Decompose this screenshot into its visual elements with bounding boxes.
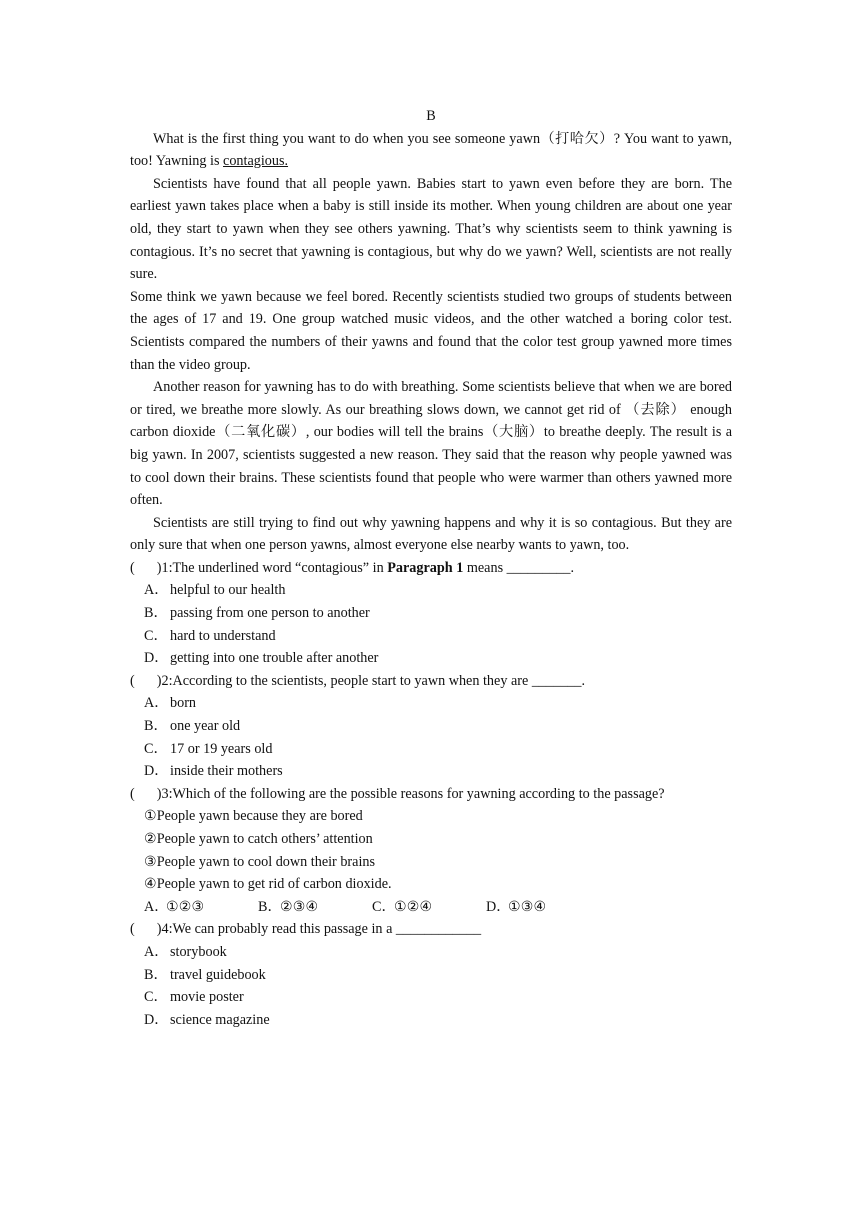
option <box>144 896 258 919</box>
question-4 <box>130 918 732 941</box>
question-1-stem-end: means _________. <box>463 559 575 576</box>
option-text: storybook <box>170 943 227 960</box>
option <box>130 986 732 1009</box>
option-text: science magazine <box>170 1011 270 1028</box>
option <box>130 1009 732 1032</box>
option-text: ①②③ <box>166 898 205 915</box>
option-letter: B． <box>144 718 168 735</box>
option-letter: C． <box>372 898 396 915</box>
question-3 <box>130 783 732 806</box>
paragraph-1-text: What is the first thing you want to do when you see someone yawn（打哈欠）? You want to yawn, too! Yawning is <box>130 130 732 170</box>
option-text: born <box>170 695 197 712</box>
option-text: passing from one person to another <box>170 605 370 622</box>
option-letter: A． <box>144 898 169 915</box>
option-letter: D． <box>144 763 169 780</box>
option <box>130 941 732 964</box>
answer-paren-close: ) <box>156 672 162 689</box>
question-3-stem: 3:Which of the following are the possible reasons for yawning according to the passage? <box>161 785 665 802</box>
statement: ①People yawn because they are bored <box>144 808 363 825</box>
option <box>130 579 732 602</box>
option-letter: D． <box>144 650 169 667</box>
option <box>130 715 732 738</box>
option-text: hard to understand <box>170 627 276 644</box>
answer-paren-open: ( <box>130 672 135 689</box>
option-row <box>130 896 732 919</box>
option-letter: A． <box>144 943 169 960</box>
option-text: one year old <box>170 718 241 735</box>
option-text: ①③④ <box>508 898 547 915</box>
option-text: helpful to our health <box>170 582 286 599</box>
option <box>372 896 486 919</box>
answer-paren-open: ( <box>130 921 135 938</box>
option-letter: B． <box>144 605 168 622</box>
question-1-stem: 1:The underlined word “contagious” in <box>161 559 388 576</box>
statement: ②People yawn to catch others’ attention <box>144 831 373 847</box>
option <box>486 896 600 919</box>
option-letter: A． <box>144 695 169 712</box>
option <box>130 738 732 761</box>
option-letter: C． <box>144 989 168 1006</box>
paragraph-5: Scientists are still trying to find out why yawning happens and why it is so contagious. But they are only sure that when one person yawns, almost everyone else nearby wants to yawn, too. <box>130 514 732 554</box>
statement: ④People yawn to get rid of carbon dioxide. <box>144 876 392 893</box>
answer-paren-close: ) <box>156 921 162 938</box>
paragraph-4: Another reason for yawning has to do with breathing. Some scientists believe that when we are bored or tired, we breathe more slowly. As our breathing slows down, we cannot get rid of （去除） enough carbon dioxide（二氧化碳）, our bodies will tell the brains（大脑）to breathe deeply. The result is a big yawn. In 2007, scientists suggested a new reason. They said that the reason why people yawned was to cool down their brains. These scientists found that people who were warmer than others yawned more often. <box>130 379 732 509</box>
option-letter: D． <box>486 898 511 915</box>
option <box>258 896 372 919</box>
option <box>130 647 732 670</box>
answer-paren-close: ) <box>156 559 162 576</box>
option-letter: B． <box>144 966 168 983</box>
option <box>130 625 732 648</box>
answer-paren-open: ( <box>130 785 135 802</box>
option-letter: D． <box>144 1011 169 1028</box>
option-letter: C． <box>144 740 168 757</box>
option-text: getting into one trouble after another <box>170 650 379 667</box>
question-1-bold: Paragraph 1 <box>387 559 464 576</box>
option-text: ①②④ <box>394 898 433 915</box>
paragraph-2: Scientists have found that all people yawn. Babies start to yawn even before they are born. The earliest yawn takes place when a baby is still inside its mother. When young children are about one year old, they start to yawn when they see others yawning. That’s why scientists seem to think yawning is contagious. It’s no secret that yawning is contagious, but why do we yawn? Well, scientists are not really sure. <box>130 175 732 283</box>
statement: ③People yawn to cool down their brains <box>144 853 376 870</box>
option-text: movie poster <box>170 989 244 1006</box>
option-text: 17 or 19 years old <box>170 740 273 757</box>
question-4-stem: 4:We can probably read this passage in a ____________ <box>161 921 482 938</box>
paragraph-1 <box>130 128 732 173</box>
document-page <box>130 105 732 1031</box>
option-text: travel guidebook <box>170 966 266 983</box>
question-2-stem: 2:According to the scientists, people start to yawn when they are _______. <box>161 672 586 689</box>
answer-paren-close: ) <box>156 785 162 802</box>
option-text: inside their mothers <box>170 763 283 780</box>
question-1 <box>130 557 732 580</box>
option-letter: B． <box>258 898 282 915</box>
option <box>130 602 732 625</box>
paragraph-3: Some think we yawn because we feel bored. Recently scientists studied two groups of students between the ages of 17 and 19. One group watched music videos, and the other watched a boring color test. Scientists compared the numbers of their yawns and found that the color test group yawned more times than the video group. <box>130 288 732 373</box>
option-letter: A． <box>144 582 169 599</box>
question-2 <box>130 670 732 693</box>
option <box>130 964 732 987</box>
option <box>130 692 732 715</box>
option-text: ②③④ <box>280 898 319 915</box>
option <box>130 760 732 783</box>
answer-paren-open: ( <box>130 559 135 576</box>
underlined-word: contagious. <box>223 153 289 170</box>
section-title: B <box>426 108 436 124</box>
option-letter: C． <box>144 627 168 644</box>
